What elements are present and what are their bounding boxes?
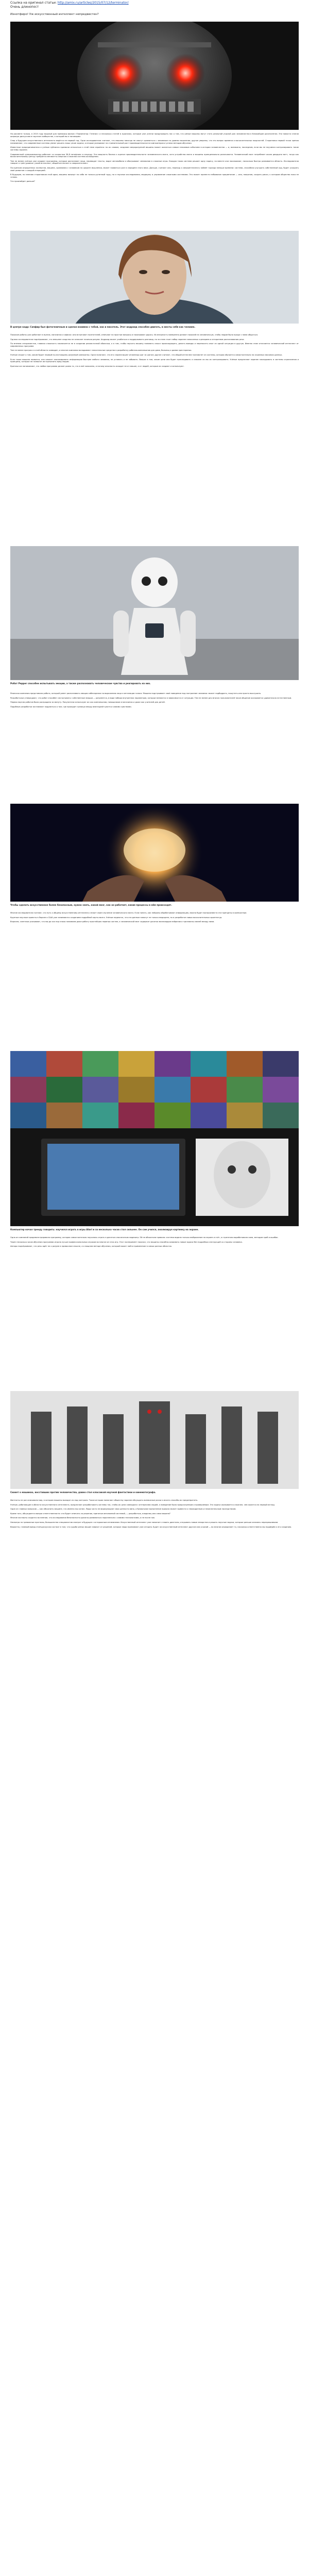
paragraph: Первая партия роботов была распродана за минуту. Покупатели используют их как компаньонов, помощников в магазинах и даже как учителей для детей. — [10, 701, 165, 704]
paragraph: Крупные научные проекты в Европе и США уже занимаются созданием подробной карты мозга. Учёные надеются, что эти данные помогут не только медицине, но и разработке новых вычислительных архитектур. — [10, 916, 222, 919]
paragraph: Однако исследователи подчёркивают, что внешнее сходство не означает наличия разума. Андроид может улыбаться и поддерживать разговор, но за этим стоит набор заранее написанных сценариев и алгоритмов распознавания речи. — [10, 338, 245, 341]
paragraph: В будущем, по мнению сторонников этой идеи, машины возьмут на себя не только рутинный труд, но и научные исследования, медицину и управление сложными системами. Это может принести небывалое процветание — или, напротив, создать риски, к которым общество пока не готово. — [10, 174, 299, 178]
author-line: Очень длинопост — [10, 5, 39, 9]
article-question: Изнотфиро! Уж искусственный интеллект непредвестен? — [10, 13, 99, 16]
paragraph: Несмотря на тревожные прогнозы, большинство специалистов смотрят в будущее с осторожным оптимизмом. Искусственный интеллект уже помогает ставить диагнозы, открывать новые лекарства и решать научные задачи, которые раньше казались неразрешимыми. — [10, 1521, 279, 1523]
article-header — [10, 0, 299, 18]
paragraph: Спор о будущем искусственного интеллекта ведётся не первый год. Одни исследователи считают, что машины никогда не смогут сравниться с человеком по уровню мышления; другие уверены, что это вопрос времени и вычислительных мощностей. Сторонники первой точки зрения напоминают, что современные системы умеют решать лишь узкие задачи, а вторые указывают на стремительный рост производительности компьютеров и успехи методов обучения. — [10, 140, 299, 144]
paragraph: Тем не менее прогресс в этой области очевиден, и многие компании вкладывают значительные средства в разработку роботов-компаньонов для дома, больниц и домов престарелых. — [10, 349, 192, 352]
computer-screen-face-image — [10, 1128, 299, 1226]
paragraph: Учёные, работающие в области искусственного интеллекта, предлагают разрабатывать системы так, чтобы их цели совпадали с интересами людей, а поведение было предсказуемым и проверяемым. Эта задача оказывается сложнее, чем кажется на первый взгляд. — [10, 1503, 275, 1506]
paragraph: На рассвете только, в 2015 году вышлый для премьеры фильм «Терминатор: Генезис» и несколько статей в журналах, которые уже успели предупредить нас о том, что умные машины могут стать реальной угрозой для человечества в ближайшие десятилетия. Эти новости сплели широкую дискуссию в научном сообществе, о которой мы и поговорим. — [10, 133, 299, 138]
paragraph: Современный суперкомпьютер работает со скоростью 36,8 петафлопс в секунду. Эта мощность близка к оценке производительности человеческого мозга, хотя устройство мозга и машины принципиально различаются. Человеческий мозг потребляет около двадцати ватт, тогда как вычислительному центру требуются мегаватты энергии и сложная система охлаждения. — [10, 153, 299, 158]
paragraph: Что произойдет дальше? — [10, 180, 35, 183]
paragraph: Многие исследователи считают, что путь к общему искусственному интеллекту лежит через изучение человеческого мозга. Если понять, как нейроны обрабатывают информацию, можно будет воспроизвести эти принципы в компьютере. — [10, 912, 247, 914]
paragraph: Через несколько часов обучения программа играла лучше профессиональных игроков во многие из этих игр. Этот эксперимент показал, что машины способны осваивать новые задачи без подробных инструкций со стороны человека. — [10, 1241, 243, 1243]
pepper-robot-image — [10, 546, 299, 680]
text-block-1 — [10, 133, 299, 226]
paragraph: Фантасты не раз описывали мир, в котором машины выходят из-под контроля. Такие истории помогают обществу заранее обсуждать возможные риски и искать способы их предотвратить. — [10, 1499, 198, 1501]
source-link[interactable]: http://amix.ru/articles/2015/07/12/terminator/ — [57, 1, 129, 5]
source-label: Ссылка на оригинал статьи: — [10, 1, 57, 5]
caption-3: Чтобы сделать искусственное более безопасным, нужно знать, какой мозг, как он работает, какие процессы в нём происходят. — [10, 904, 172, 906]
paragraph: Похожие роботы уже работают в музеях, магазинах и офисах: они встречают посетителей, отвечают на простые вопросы и показывают дорогу. Их внешность намеренно делают похожей на человеческую, чтобы людям было проще с ними общаться. — [10, 334, 259, 336]
robot-army-image — [10, 1391, 299, 1489]
paragraph: Один из главных вопросов — как объяснить машине, что именно мы хотим. Люди часто не формулируют свои ценности явно, а буквальное выполнение приказа может привести к неожиданным и нежелательным последствиям. — [10, 1508, 236, 1511]
text-block-6 — [10, 1499, 299, 1628]
source-line — [10, 1, 299, 5]
text-block-5 — [10, 1236, 299, 1298]
text-block-3 — [10, 692, 299, 759]
paragraph: Вероятно, главный вывод этой дискуссии состоит в том, что судьба умных машин зависит от решений, которые люди принимают уже сегодня. Будет ли искусственный интеллект другом или угрозой — во многом определяет то, насколько ответственно мы подойдём к его созданию. — [10, 1526, 292, 1528]
paragraph: Разработчики утверждают, что робот способен «испытывать» собственные эмоции — разумеется, в виде набора внутренних параметров, которые меняются в зависимости от ситуации. Тем не менее для многих пользователей такое общение оказывается удивительно естественным. — [10, 697, 292, 699]
caption-2: Робот Pepper способен испытывать эмоции, а также распознавать человеческие чувства и реагировать на них. — [10, 682, 151, 685]
atari-games-mosaic-image — [10, 1051, 299, 1128]
paragraph: Многие эксперты сходятся во мнении, что исследования безопасности должны развиваться параллельно с самими технологиями, а не после них. — [10, 1517, 156, 1519]
paragraph: Если такая машина появится, она сможет анализировать информацию быстрее любого человека, не уставать и не забывать. Вопрос в том, какие цели она будет преследовать и сможем ли мы их контролировать. Учёные предлагают заранее закладывать в системы ограничения и принципы, которые не позволят им причинить вред людям. — [10, 358, 299, 363]
paragraph: Авторы подчёркивают, что речь идёт не о разуме в привычном смысле, а о мощном методе обучения, который может найти применение в самых разных областях. — [10, 1245, 173, 1248]
text-block-2 — [10, 334, 299, 432]
paragraph: По оценкам опрошенных экспертов, машина, сравнимая с человеком по широте мышления, может появиться уже в середине этого века. Дальше, считают они, переход к сверхинтеллекту займёт гораздо меньше времени: система, способная улучшать собственный код, будет ускорять своё развитие с каждой итерацией. — [10, 166, 299, 172]
paragraph: По мнению специалистов, главная сложность заключается не в создании реалистичной оболочки, а в том, чтобы научить машину понимать смысл происходящего, делать выводы и переносить опыт из одной ситуации в другую. Именно этим отличается человеческий интеллект от современных программ. — [10, 343, 299, 347]
paragraph: Учёные спорят о том, каким будет первый по-настоящему разумный компьютер. Одни полагают, что его спроектируют инженеры шаг за шагом; другие считают, что общий интеллект возникнет из системы, которая обучается самостоятельно на огромных массивах данных. — [10, 353, 283, 356]
paragraph: Кроме того, обсуждается вопрос ответственности: кто будет отвечать за решения, принятые автономной системой, — разработчик, владелец или сама машина? — [10, 1512, 170, 1515]
glowing-brain-image — [10, 804, 299, 902]
paragraph: Подобные разработки заставляют задуматься о том, где проходит граница между имитацией чувств и самими чувствами. — [10, 705, 132, 708]
caption-4: Компьютер начал тренду говорить: научился играть в игры Atari и за несколько часов стал сильнее. Он сам учился, анализируя картинку на экране. — [10, 1228, 199, 1231]
paragraph: Японская компания представила робота, который умеет распознавать эмоции собеседника по выражению лица и интонации голоса. Машина подстраивает своё поведение под настроение человека: может подбодрить, пошутить или просто выслушать. — [10, 692, 262, 694]
caption-1: В центре кадр: Сапфир был фотогеничным и сделан взаимно с тобой, как и писатель. Этот андроид способен двигать, и жесты себя как человек. — [10, 326, 196, 328]
paragraph: Критики же напоминают, что любая программа делает ровно то, что в неё заложено, и потому опасность исходит не от машин, а от людей, которые их создают и используют. — [10, 365, 184, 367]
text-block-4 — [10, 912, 299, 974]
android-woman-image — [10, 231, 299, 324]
paragraph: Одна из компаний продемонстрировала программу, которая самостоятельно научилась играть в десятки классических видеоигр. Ей не объясняли правила: система видела только изображение на экране и счёт, а стратегию вырабатывала сама, методом проб и ошибок. — [10, 1236, 279, 1239]
paragraph: Впрочем, скептики указывают, что мы до сих пор плохо понимаем даже работу простейших нервных систем, а человеческий мозг содержит десятки миллиардов нейронов и триллионы связей между ними. — [10, 921, 215, 923]
caption-5: Сюжет о машинах, восставших против человечества, давно стал классикой научной фантастики и кинематографа. — [10, 1491, 156, 1494]
paragraph: Тем не менее учёные уже создают программы, которые распознают лица, переводят тексты, водят автомобили и обыгрывают чемпионов в сложные игры. Каждая такая система решает одну задачу, но вместе они показывают, насколько быстро развивается область. Исследователи говорят о трёх уровнях: узкий интеллект, общий интеллект и сверхинтеллект. — [10, 160, 299, 165]
paragraph: Известные предприниматели и учёные публично призвали относиться к этой теме серьёзно: по их словам, создание сверхразумной машины может оказаться самым значимым событием в истории человечества — и, возможно, последним, если мы не научимся контролировать такие системы заранее. — [10, 146, 299, 151]
terminator-skull-image — [10, 22, 299, 130]
